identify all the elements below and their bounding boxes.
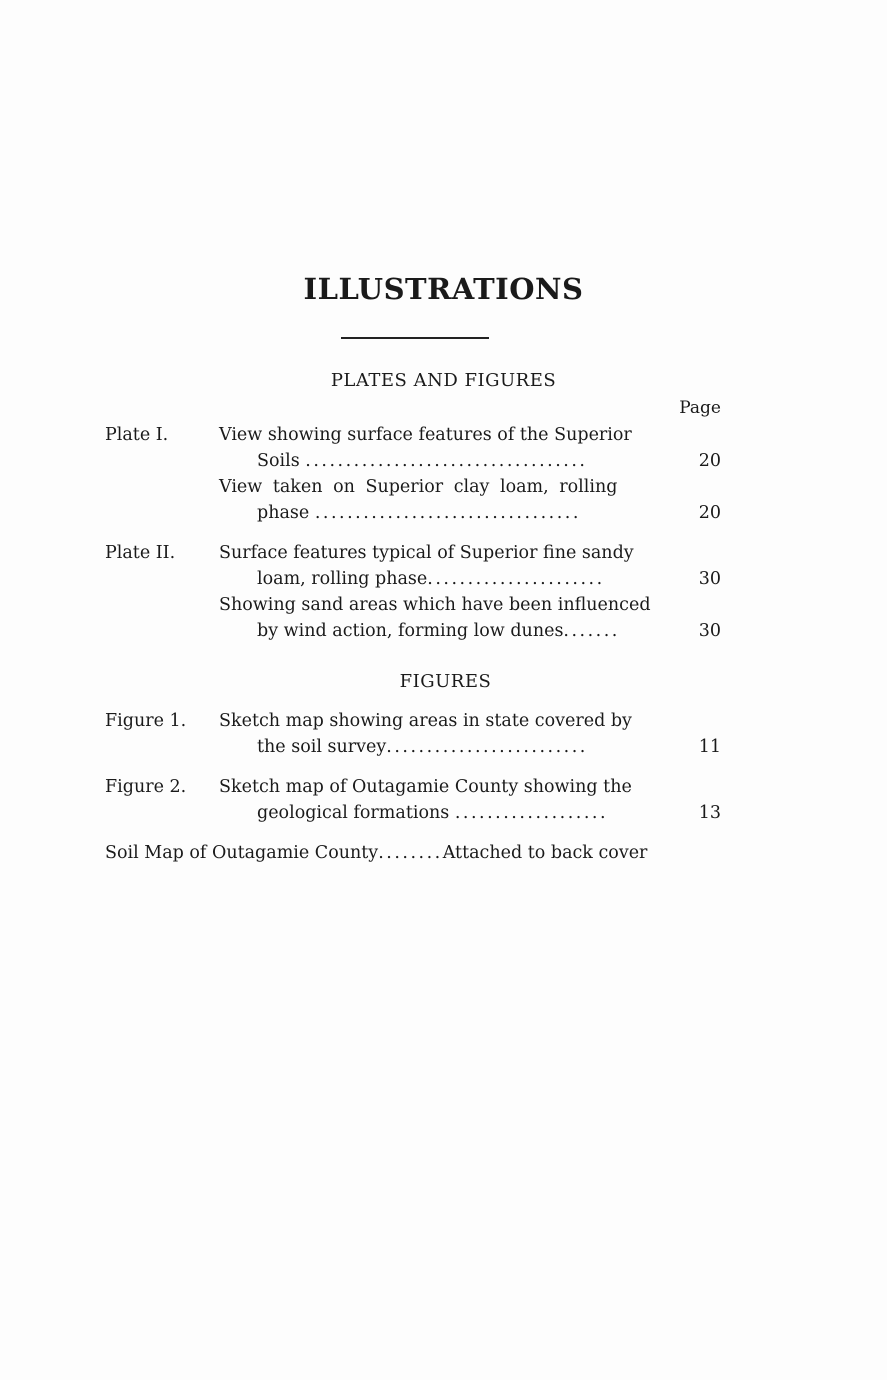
- figure-1-label: Figure 1.: [105, 711, 187, 731]
- plate-1-entry-2-page: 20: [698, 503, 721, 523]
- plates-heading: PLATES AND FIGURES: [330, 370, 557, 391]
- plate-2-entry-2-line1: Showing sand areas which have been influenced: [219, 595, 651, 615]
- plate-2-entry-2-line2: by wind action, forming low dunes.......: [257, 621, 620, 641]
- figure-2-label: Figure 2.: [105, 777, 187, 797]
- figure-2-line2: geological formations ...................: [257, 803, 609, 823]
- figures-heading: FIGURES: [399, 671, 492, 692]
- plate-1-label: Plate I.: [105, 425, 169, 445]
- plate-1-entry-1-line1: View showing surface features of the Superior: [219, 425, 632, 445]
- plate-1-entry-2-line1: View taken on Superior clay loam, rolling: [219, 477, 618, 497]
- figure-1-line1: Sketch map showing areas in state covered by: [219, 711, 632, 731]
- title-rule: [341, 337, 489, 339]
- figure-2-page: 13: [698, 803, 721, 823]
- plate-2-entry-1-line1: Surface features typical of Superior fine sandy: [219, 543, 634, 563]
- plate-2-entry-1-page: 30: [698, 569, 721, 589]
- page-title: ILLUSTRATIONS: [303, 272, 584, 306]
- plate-2-entry-1-line2: loam, rolling phase......................: [257, 569, 605, 589]
- plate-2-label: Plate II.: [105, 543, 176, 563]
- plate-1-entry-2-line2: phase .................................: [257, 503, 581, 523]
- soil-map-entry: Soil Map of Outagamie County........Attached to back cover: [105, 843, 648, 863]
- figure-1-line2: the soil survey.........................: [257, 737, 588, 757]
- plate-1-entry-1-line2: Soils ...................................: [257, 451, 588, 471]
- figure-2-line1: Sketch map of Outagamie County showing the: [219, 777, 632, 797]
- figure-1-page: 11: [698, 737, 721, 757]
- plate-2-entry-2-page: 30: [698, 621, 721, 641]
- page-column-heading: Page: [679, 398, 721, 418]
- plate-1-entry-1-page: 20: [698, 451, 721, 471]
